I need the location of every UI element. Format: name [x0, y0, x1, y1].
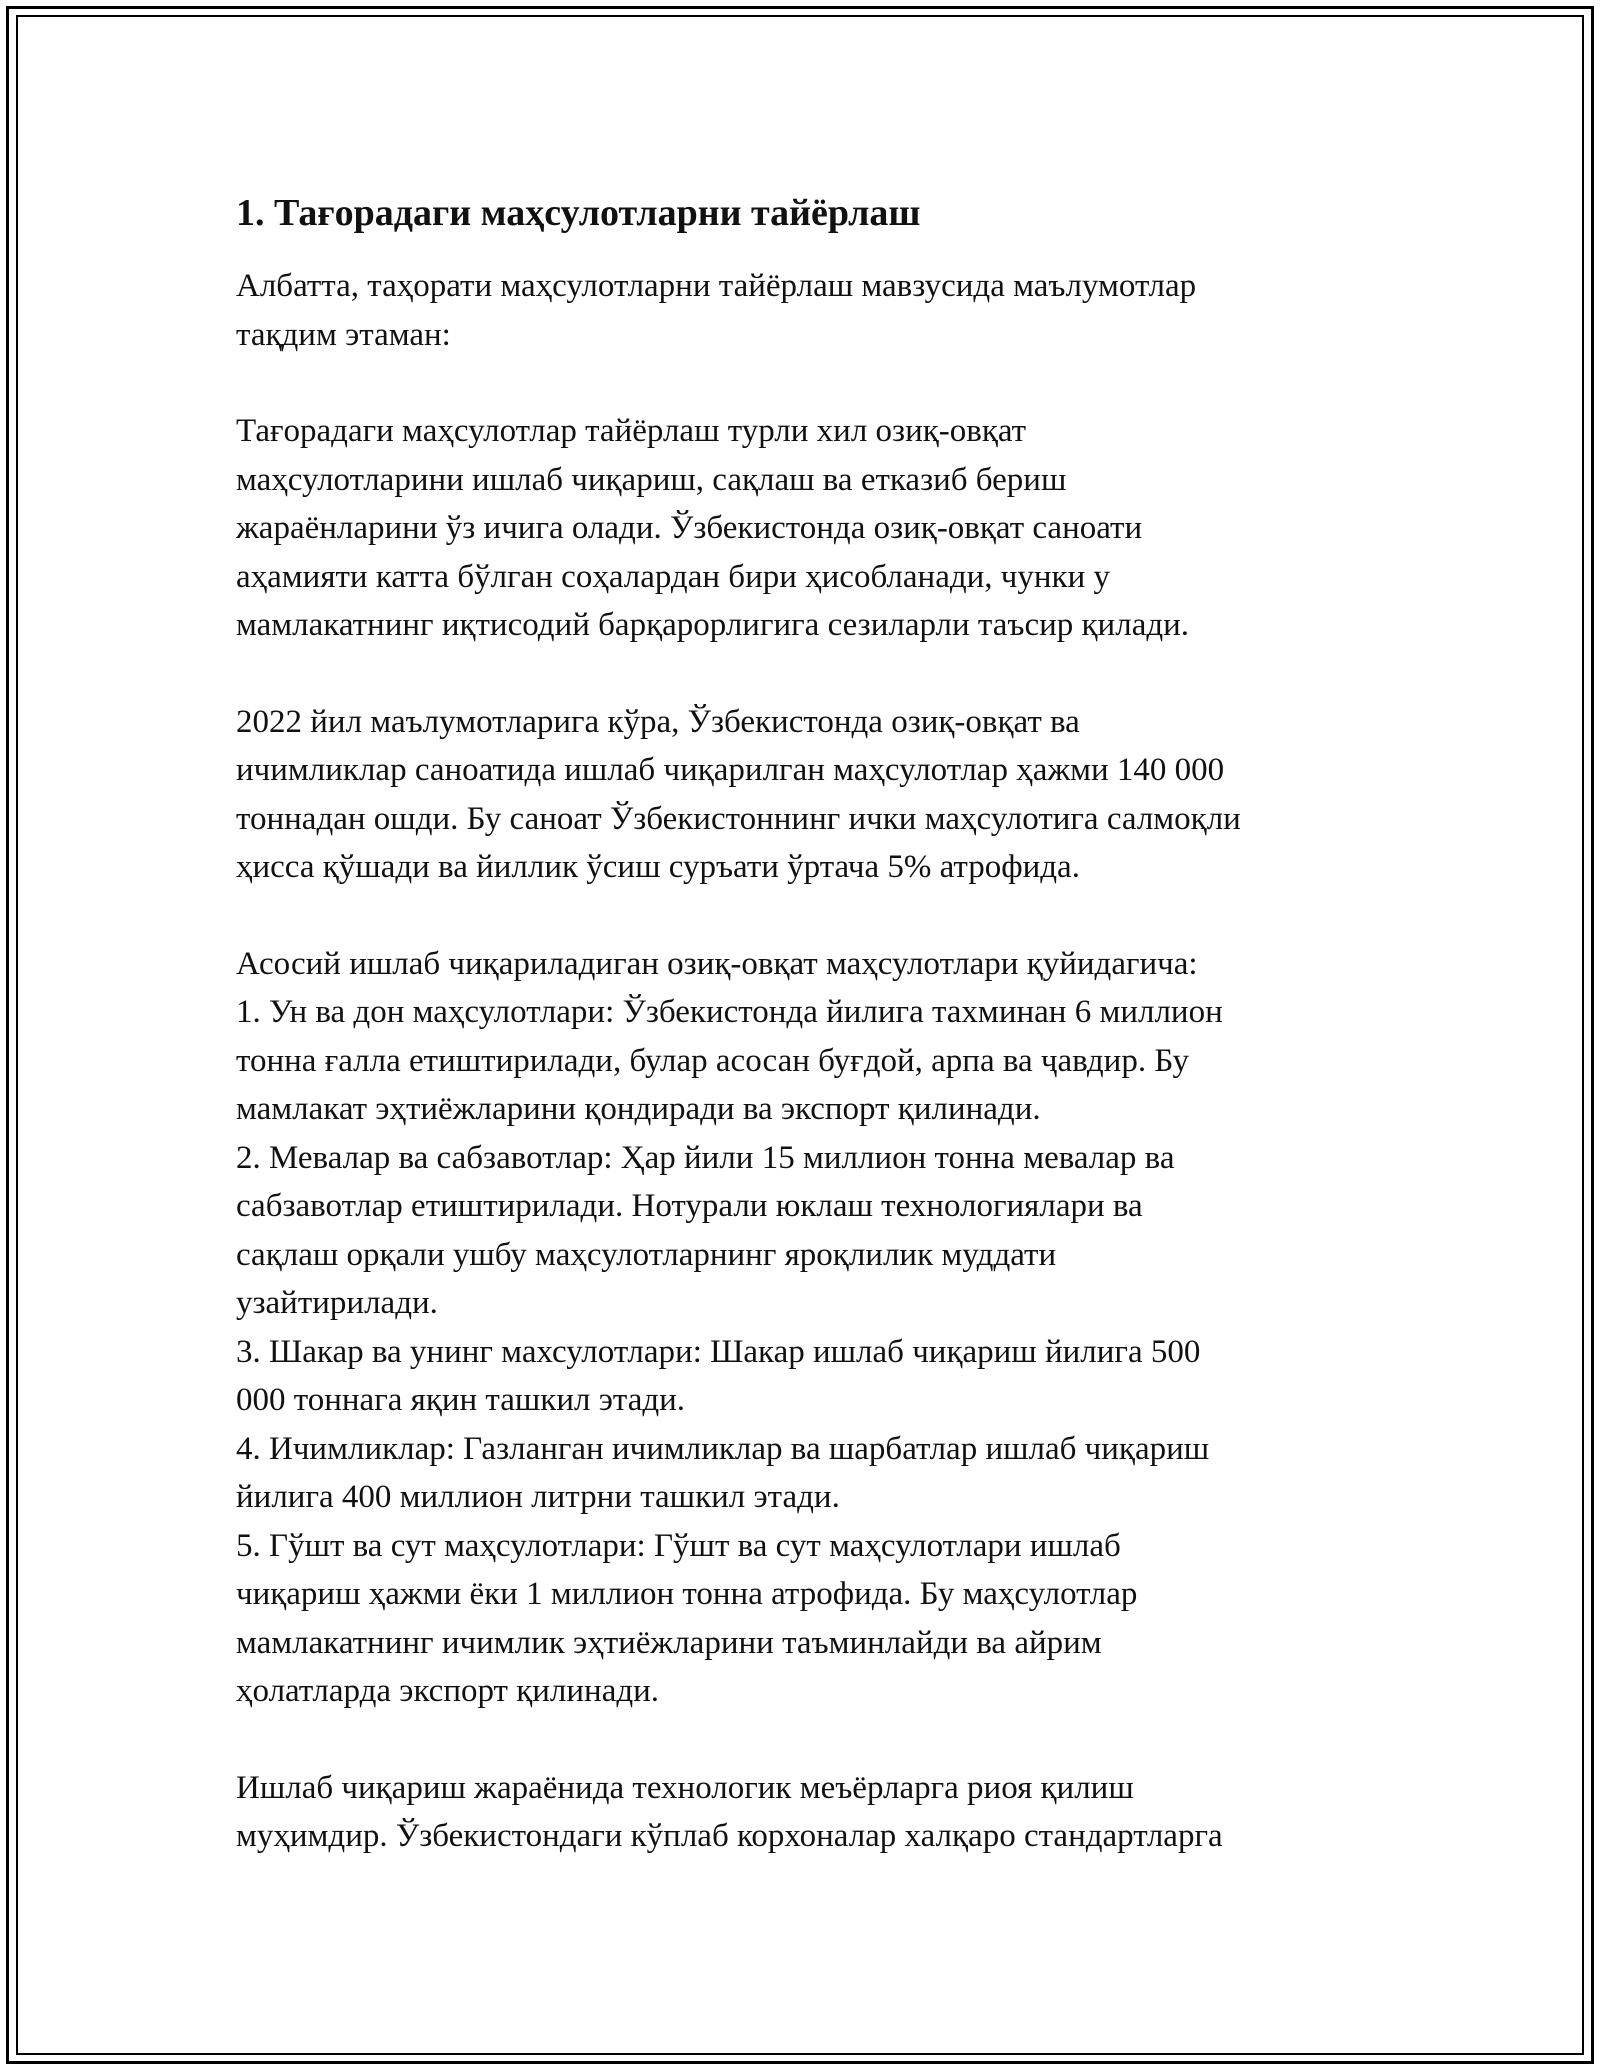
list-item-line: узайтирилади. [236, 1285, 438, 1321]
section-heading: 1. Тағорадаги маҳсулотларни тайёрлаш [236, 192, 921, 234]
paragraph-standards [236, 1764, 1366, 1861]
text-line: Ишлаб чиқариш жараёнида технологик меъёрларга риоя қилиш [236, 1769, 1134, 1806]
list-item-line: ҳолатларда экспорт қилинади. [236, 1673, 660, 1709]
list-item-line: мамлакат эҳтиёжларини қондиради ва экспорт қилинади. [236, 1091, 1041, 1127]
document-body [236, 188, 1366, 1909]
text-line: Тағорадаги маҳсулотлар тайёрлаш турли хил озиқ-овқат [236, 413, 1027, 449]
list-item-line: 3. Шакар ва унинг махсулотлари: Шакар ишлаб чиқариш йилига 500 [236, 1333, 1201, 1370]
text-line: ичимликлар саноатида ишлаб чиқарилган маҳсулотлар ҳажми 140 000 [236, 752, 1225, 788]
list-intro-line: Асосий ишлаб чиқариладиган озиқ-овқат маҳсулотлари қуйидагича: [236, 945, 1198, 982]
text-line: тақдим этаман: [236, 316, 451, 353]
paragraph-overview [236, 407, 1366, 650]
paragraph-intro [236, 262, 1366, 359]
text-line: 2022 йил маълумотларига кўра, Ўзбекистонда озиқ-овқат ва [236, 703, 1080, 740]
list-item-line: сабзавотлар етиштирилади. Нотурали юклаш технологиялари ва [236, 1188, 1143, 1224]
text-line: муҳимдир. Ўзбекистондаги кўплаб корхоналар халқаро стандартларга [236, 1818, 1223, 1854]
text-line: Албатта, таҳорати маҳсулотларни тайёрлаш мавзусида маълумотлар [236, 268, 1197, 304]
text-line: аҳамияти катта бўлган соҳалардан бири ҳисобланади, чунки у [236, 558, 1110, 595]
list-item-line: 4. Ичимликлар: Газланган ичимликлар ва шарбатлар ишлаб чиқариш [236, 1430, 1210, 1467]
list-item-line: тонна ғалла етиштирилади, булар асосан буғдой, арпа ва ҷавдир. Бу [236, 1042, 1189, 1079]
list-item-line: сақлаш орқали ушбу маҳсулотларнинг яроқлилик муддати [236, 1236, 1057, 1273]
list-item-line: йилига 400 миллион литрни ташкил этади. [236, 1479, 840, 1515]
list-item-line: 000 тоннага яқин ташкил этади. [236, 1382, 686, 1418]
text-line: мамлакатнинг иқтисодий барқарорлигига сезиларли таъсир қилади. [236, 607, 1190, 643]
paragraph-statistics [236, 698, 1366, 892]
list-item-line: чиқариш ҳажми ёки 1 миллион тонна атрофида. Бу маҳсулотлар [236, 1576, 1138, 1612]
text-line: тоннадан ошди. Бу саноат Ўзбекистоннинг ички маҳсулотига салмоқли [236, 800, 1241, 837]
list-item-line: 5. Гўшт ва сут маҳсулотлари: Гўшт ва сут маҳсулотлари ишлаб [236, 1527, 1121, 1564]
text-line: ҳисса қўшади ва йиллик ўсиш суръати ўртача 5% атрофида. [236, 849, 1080, 885]
text-line: жараёнларини ўз ичига олади. Ўзбекистонда озиқ-овқат саноати [236, 510, 1143, 546]
list-item-line: 1. Ун ва дон маҳсулотлари: Ўзбекистонда йилига тахминан 6 миллион [236, 994, 1223, 1030]
text-line: маҳсулотларини ишлаб чиқариш, сақлаш ва етказиб бериш [236, 461, 1067, 498]
list-item-line: мамлакатнинг ичимлик эҳтиёжларини таъминлайди ва айрим [236, 1624, 1102, 1661]
list-item-line: 2. Мевалар ва сабзавотлар: Ҳар йили 15 миллион тонна мевалар ва [236, 1139, 1175, 1176]
paragraph-product-list [236, 940, 1366, 1716]
